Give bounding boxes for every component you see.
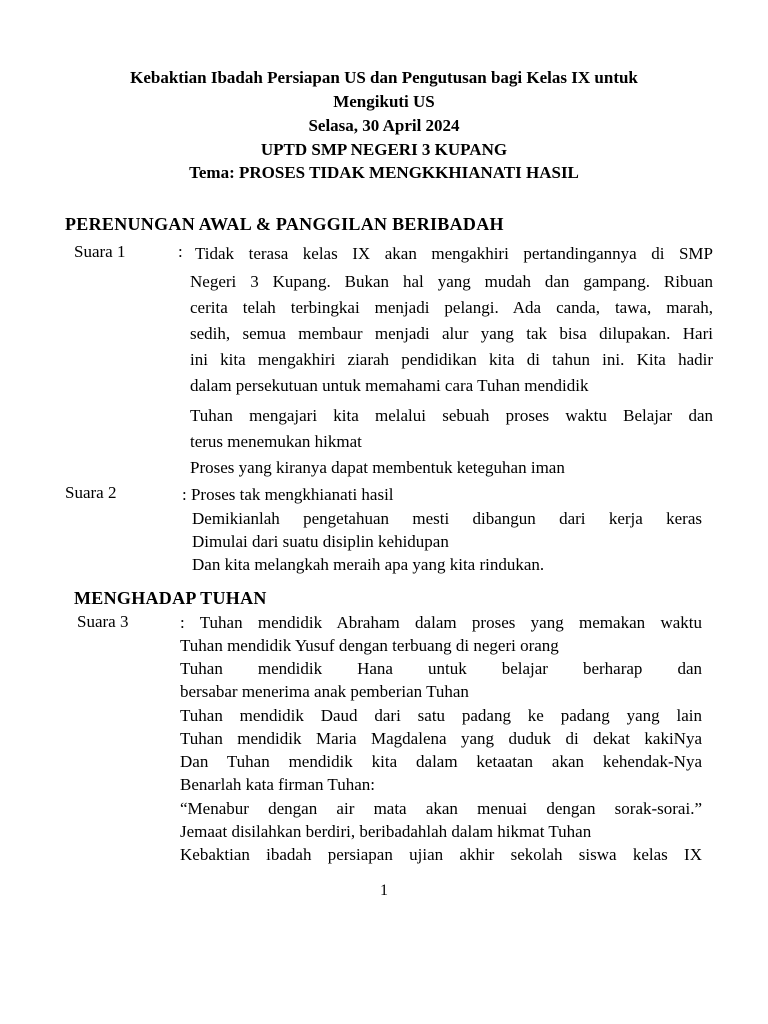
voice-label-suara-2: Suara 2: [65, 483, 117, 502]
paragraph-line: sedih, semua membaur menjadi alur yang tak bisa dilupakan. Hari: [190, 324, 713, 343]
paragraph-line: ini kita mengakhiri ziarah pendidikan kita di tahun ini. Kita hadir: [190, 350, 713, 369]
page-number: 1: [380, 882, 388, 899]
paragraph-line: Benarlah kata firman Tuhan:: [180, 775, 375, 794]
paragraph-line: Demikianlah pengetahuan mesti dibangun dari kerja keras: [192, 509, 702, 528]
paragraph-line: Tuhan mengajari kita melalui sebuah proses waktu Belajar dan: [190, 406, 713, 425]
paragraph-line: Tuhan mendidik Maria Magdalena yang duduk di dekat kakiNya: [180, 729, 702, 748]
paragraph-line: Tuhan mendidik Yusuf dengan terbuang di negeri orang: [180, 636, 559, 655]
paragraph-line: Tidak terasa kelas IX akan mengakhiri pertandingannya di SMP: [195, 244, 713, 263]
header-date: Selasa, 30 April 2024: [308, 116, 460, 135]
paragraph-line: dalam persekutuan untuk memahami cara Tuhan mendidik: [190, 376, 589, 395]
section-heading-perenungan: PERENUNGAN AWAL & PANGGILAN BERIBADAH: [65, 214, 504, 234]
paragraph-line: bersabar menerima anak pemberian Tuhan: [180, 682, 469, 701]
paragraph-line: Jemaat disilahkan berdiri, beribadahlah dalam hikmat Tuhan: [180, 822, 592, 841]
header-school: UPTD SMP NEGERI 3 KUPANG: [260, 140, 508, 159]
paragraph-line: Tuhan mendidik Hana untuk belajar berharap dan: [180, 659, 702, 678]
paragraph-line: cerita telah terbingkai menjadi pelangi. Ada canda, tawa, marah,: [190, 298, 713, 317]
header-line-2: Mengikuti US: [333, 92, 435, 111]
paragraph-line: Kebaktian ibadah persiapan ujian akhir sekolah siswa kelas IX: [180, 845, 702, 864]
paragraph-line: Negeri 3 Kupang. Bukan hal yang mudah dan gampang. Ribuan: [190, 272, 713, 291]
paragraph-line: Dan kita melangkah meraih apa yang kita rindukan.: [192, 555, 545, 574]
paragraph-line: “Menabur dengan air mata akan menuai dengan sorak-sorai.”: [180, 799, 702, 818]
voice-label-suara-3: Suara 3: [77, 612, 129, 631]
section-heading-menghadap-tuhan: MENGHADAP TUHAN: [74, 588, 267, 608]
header-theme: Tema: PROSES TIDAK MENGKKHIANATI HASIL: [189, 163, 579, 182]
voice-colon: :: [178, 242, 183, 261]
paragraph-line: Dimulai dari suatu disiplin kehidupan: [192, 532, 449, 551]
paragraph-line: terus menemukan hikmat: [190, 432, 362, 451]
paragraph-line: Tuhan mendidik Daud dari satu padang ke padang yang lain: [180, 706, 702, 725]
paragraph-line: Dan Tuhan mendidik kita dalam ketaatan akan kehendak-Nya: [180, 752, 702, 771]
paragraph-line: Proses yang kiranya dapat membentuk keteguhan iman: [190, 458, 565, 477]
header-line-1: Kebaktian Ibadah Persiapan US dan Pengutusan bagi Kelas IX untuk: [130, 68, 638, 87]
paragraph-line: : Proses tak mengkhianati hasil: [182, 485, 394, 504]
paragraph-line: : Tuhan mendidik Abraham dalam proses yang memakan waktu: [180, 613, 702, 632]
voice-label-suara-1: Suara 1: [74, 242, 126, 261]
